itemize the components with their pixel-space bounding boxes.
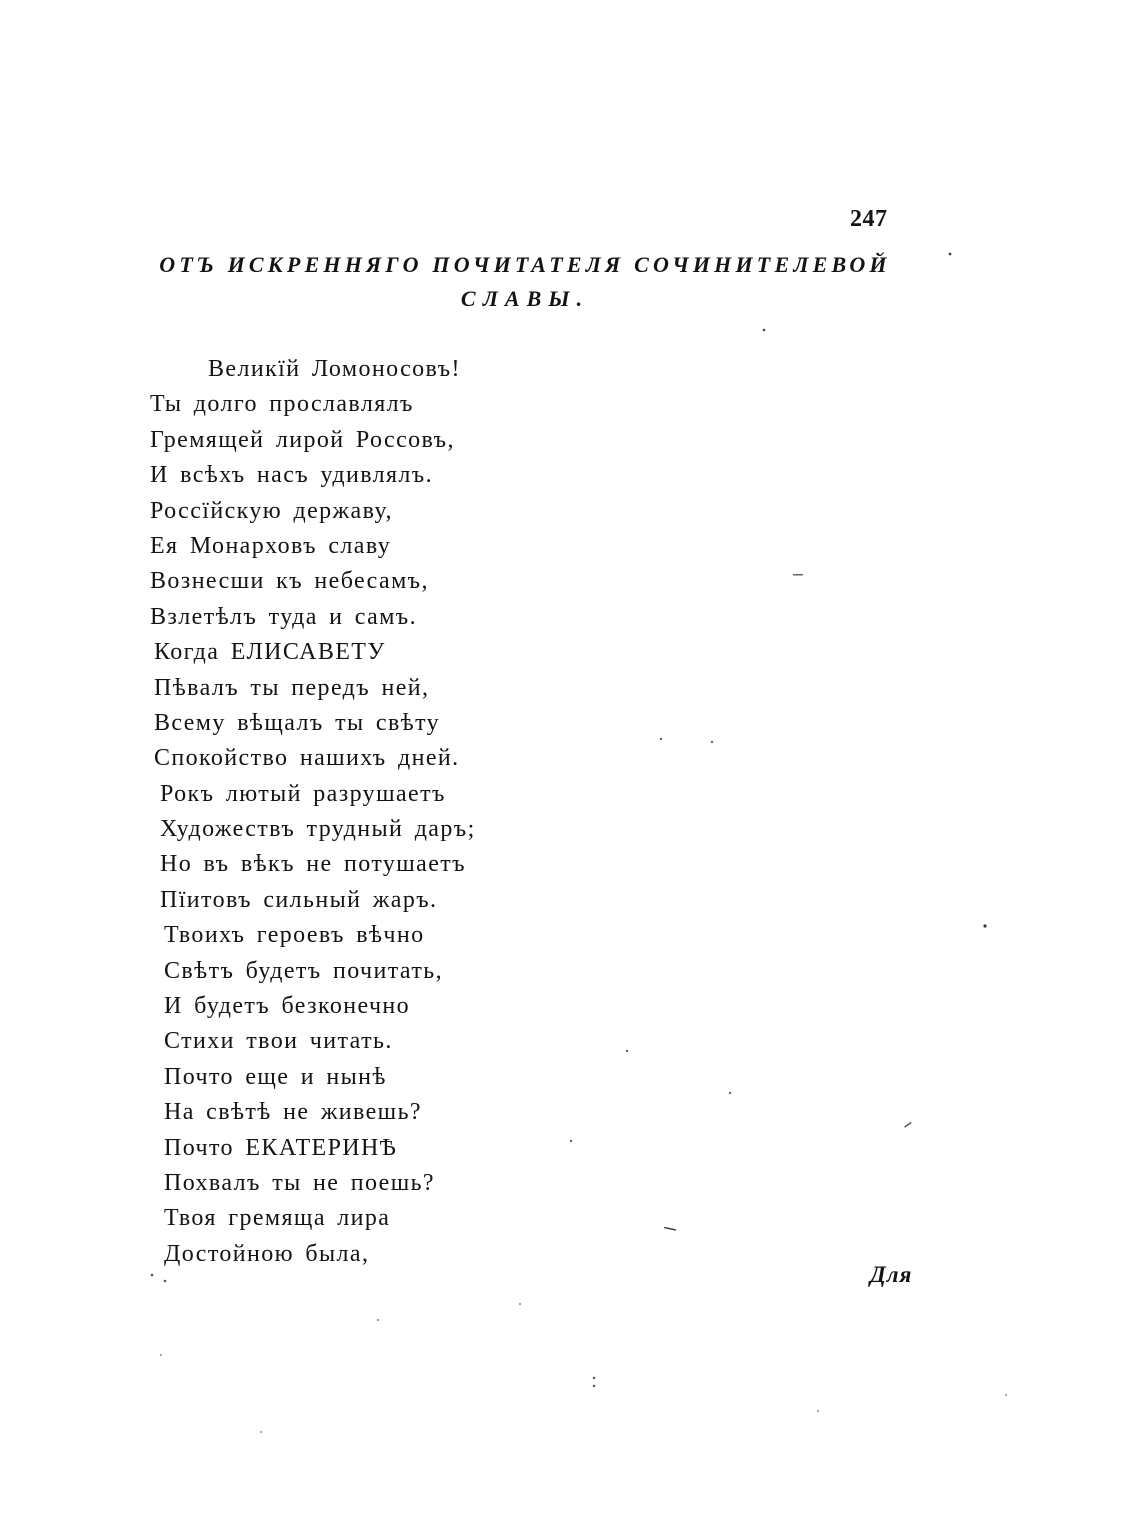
poem-line: Почто еще и нынѣ <box>164 1063 387 1090</box>
heading-line-2: СЛАВЫ. <box>460 286 590 311</box>
poem-line: Твоихъ героевъ вѣчно <box>164 922 425 949</box>
poem-line: Гремящей лирой Россовъ, <box>150 426 455 453</box>
poem-line: На свѣтѣ не живешь? <box>164 1099 422 1126</box>
poem-line: Ты долго прославлялъ <box>150 391 414 418</box>
poem-line: Рокъ лютый разрушаетъ <box>160 780 446 807</box>
poem-line: Взлетѣлъ туда и самъ. <box>150 603 417 630</box>
poem-line: Но въ вѣкъ не потушаетъ <box>160 851 466 878</box>
poem-line: Стихи твои читать. <box>164 1028 393 1055</box>
poem-line: Пѣвалъ ты передъ ней, <box>154 674 430 701</box>
poem-line: Великїй Ломоносовъ! <box>208 356 461 382</box>
poem-line: Почто ЕКАТЕРИНѢ <box>164 1134 398 1161</box>
heading-line-1: ОТЪ ИСКРЕННЯГО ПОЧИТАТЕЛЯ СОЧИНИТЕЛЕВОЙ <box>159 252 891 277</box>
poem-line: Художествъ трудный даръ; <box>160 816 476 843</box>
poem-line: Достойною была, <box>164 1240 370 1267</box>
catchword: Для <box>870 1262 913 1287</box>
poem-line: Спокойство нашихъ дней. <box>154 745 460 772</box>
poem-line: Свѣтъ будетъ почитать, <box>164 957 443 984</box>
poem-line: Похвалъ ты не поешь? <box>164 1169 435 1196</box>
poem-line: Твоя гремяща лира <box>164 1205 391 1232</box>
poem-line: Пїитовъ сильный жаръ. <box>160 886 438 913</box>
poem-line: Вознесши къ небесамъ, <box>150 568 429 595</box>
poem-line: И будетъ безконечно <box>164 993 411 1020</box>
poem-line: Всему вѣщалъ ты свѣту <box>154 709 441 736</box>
poem-line: Когда ЕЛИСАВЕТУ <box>154 639 386 666</box>
poem-line: Ея Монарховъ славу <box>150 532 392 559</box>
page-number: 247 <box>850 206 888 232</box>
poem-line: Россїйскую державу, <box>150 497 393 524</box>
poem-line: И всѣхъ насъ удивлялъ. <box>150 462 434 489</box>
